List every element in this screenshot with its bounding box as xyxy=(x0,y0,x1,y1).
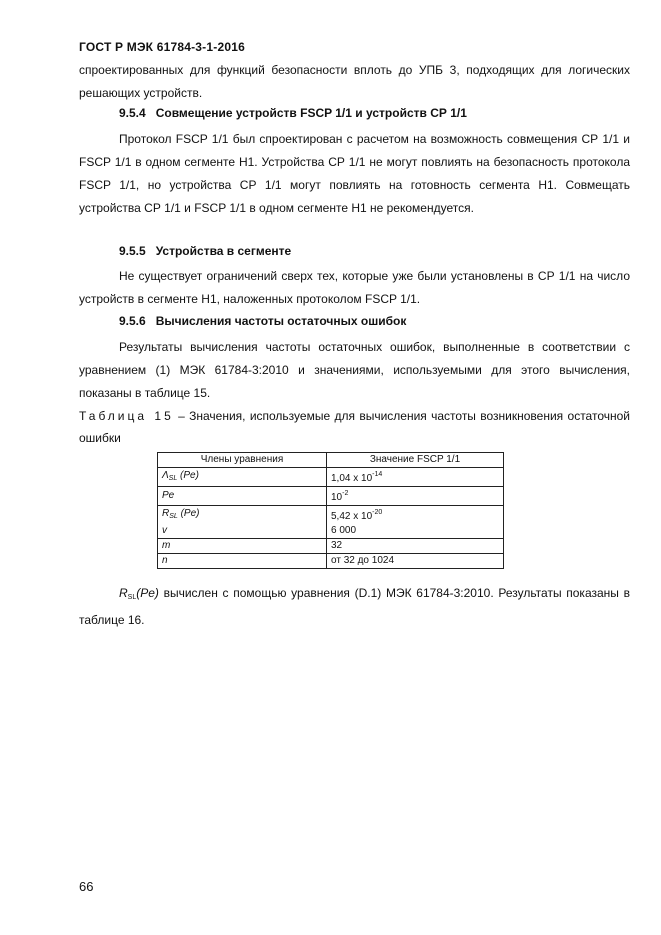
value-text: 32 xyxy=(331,540,343,551)
value-text: от 32 до 1024 xyxy=(331,555,395,566)
section-heading-956 xyxy=(119,314,406,328)
term-cell xyxy=(158,524,327,539)
term-argument: (Pe) xyxy=(177,507,200,519)
term-cell xyxy=(158,539,327,554)
section-title: Совмещение устройств FSCP 1/1 и устройств СР 1/1 xyxy=(155,106,467,120)
term-cell xyxy=(158,554,327,569)
table-row xyxy=(158,506,504,525)
term-cell xyxy=(158,487,327,506)
table-row xyxy=(158,539,504,554)
section-956-paragraph: Результаты вычисления частоты остаточных ошибок, выполненные в соответствии с уравнением (1) МЭК 61784-3:2010 и значениями, используемыми для этого вычисления, показаны в таблице 15. xyxy=(79,340,630,400)
page-number: 66 xyxy=(79,879,94,894)
section-955-paragraph: Не существует ограничений сверх тех, которые уже были установлены в СР 1/1 на число устройств в сегменте H1, наложенных протоколом FSCP 1/1. xyxy=(79,269,630,306)
table-caption-label: Таблица 15 xyxy=(79,409,174,423)
term-symbol: m xyxy=(162,540,171,551)
table-header-row xyxy=(158,453,504,468)
document-header: ГОСТ Р МЭК 61784-3-1-2016 xyxy=(79,40,245,54)
term-subscript: SL xyxy=(168,474,178,482)
section-number: 9.5.6 xyxy=(119,314,146,328)
value-cell xyxy=(327,539,504,554)
table-header-values: Значение FSCP 1/1 xyxy=(327,453,504,468)
values-table xyxy=(157,452,504,569)
term-symbol: R xyxy=(162,507,170,519)
section-954-paragraph: Протокол FSCP 1/1 был спроектирован с расчетом на возможность совмещения СР 1/1 и FSCP 1/1 в одном сегменте H1. Устройства СР 1/1 не могут повлиять на безопасность протокола FSCP 1/1, но устройства СР 1/1 могут повлиять на готовность сегмента H1. Совмещать устройства СР 1/1 и FSCP 1/1 в одном сегменте H1 не рекомендуется. xyxy=(79,132,630,215)
term-subscript: SL xyxy=(169,512,178,520)
value-cell xyxy=(327,487,504,506)
value-text: 5,42 x 10 xyxy=(331,511,373,522)
term-argument: (Pe) xyxy=(177,469,199,481)
closing-subscript: SL xyxy=(127,594,137,601)
value-exponent: -2 xyxy=(342,490,349,497)
value-exponent: -14 xyxy=(372,471,383,478)
closing-paragraph xyxy=(79,582,630,632)
value-cell xyxy=(327,506,504,525)
intro-paragraph: спроектированных для функций безопасности вплоть до УПБ 3, подходящих для логических решающих устройств. xyxy=(79,63,630,100)
section-number: 9.5.4 xyxy=(119,106,146,120)
table-row xyxy=(158,524,504,539)
table-header-terms: Члены уравнения xyxy=(158,453,327,468)
value-cell xyxy=(327,468,504,487)
term-symbol: v xyxy=(162,525,167,536)
value-text: 10 xyxy=(331,492,343,503)
table-row xyxy=(158,468,504,487)
value-exponent: -20 xyxy=(372,509,383,516)
value-text: 6 000 xyxy=(331,525,357,536)
term-cell xyxy=(158,468,327,487)
section-heading-954 xyxy=(119,106,467,120)
value-cell xyxy=(327,554,504,569)
value-text: 1,04 x 10 xyxy=(331,473,373,484)
closing-symbol: R xyxy=(119,586,128,600)
table-row xyxy=(158,554,504,569)
term-symbol: Λ xyxy=(162,469,169,481)
section-heading-955 xyxy=(119,244,291,258)
term-symbol: Pe xyxy=(162,490,175,501)
table-row xyxy=(158,487,504,506)
section-title: Вычисления частоты остаточных ошибок xyxy=(155,314,407,328)
closing-argument: (Pe) xyxy=(136,586,159,600)
term-symbol: n xyxy=(162,555,168,566)
table-caption xyxy=(79,405,630,449)
section-number: 9.5.5 xyxy=(119,244,146,258)
term-cell xyxy=(158,506,327,525)
value-cell xyxy=(327,524,504,539)
table-caption-text: – Значения, используемые для вычисления частоты возникновения остаточной ошибки xyxy=(79,409,630,445)
closing-text: вычислен с помощью уравнения (D.1) МЭК 61784-3:2010. Результаты показаны в таблице 16. xyxy=(79,586,630,627)
section-title: Устройства в сегменте xyxy=(155,244,292,258)
